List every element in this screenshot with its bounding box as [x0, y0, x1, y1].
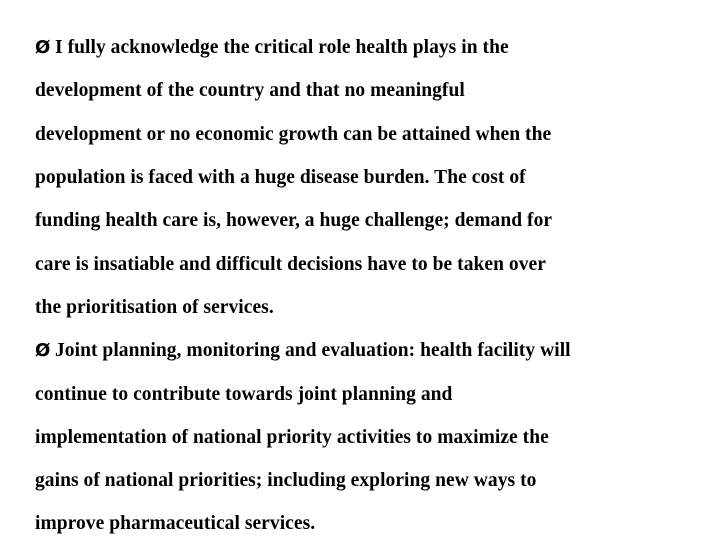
- arrow-bullet-icon: Ø: [35, 340, 51, 361]
- bullet-1-line-5: funding health care is, however, a huge challenge; demand for: [35, 210, 553, 231]
- bullet-1-line-7: the prioritisation of services.: [35, 297, 274, 318]
- bullet-2-line-1: [35, 339, 571, 363]
- bullet-2-line-4: gains of national priorities; including exploring new ways to: [35, 470, 537, 491]
- bullet-1-line-6: care is insatiable and difficult decisions have to be taken over: [35, 254, 546, 275]
- bullet-2-line-3: implementation of national priority activities to maximize the: [35, 427, 549, 448]
- bullet-1-line-3: development or no economic growth can be attained when the: [35, 124, 552, 145]
- bullet-2-line-5: improve pharmaceutical services.: [35, 513, 316, 534]
- paragraph-1-text: I fully acknowledge the critical role health plays in the: [55, 37, 509, 58]
- bullet-1-line-4: population is faced with a huge disease burden. The cost of: [35, 167, 526, 188]
- bullet-1-line-1: [35, 36, 509, 60]
- paragraph-2-text: Joint planning, monitoring and evaluation: health facility will: [55, 340, 571, 361]
- bullet-2-line-2: continue to contribute towards joint planning and: [35, 384, 453, 405]
- bullet-1-line-2: development of the country and that no meaningful: [35, 80, 465, 101]
- arrow-bullet-icon: Ø: [35, 37, 51, 58]
